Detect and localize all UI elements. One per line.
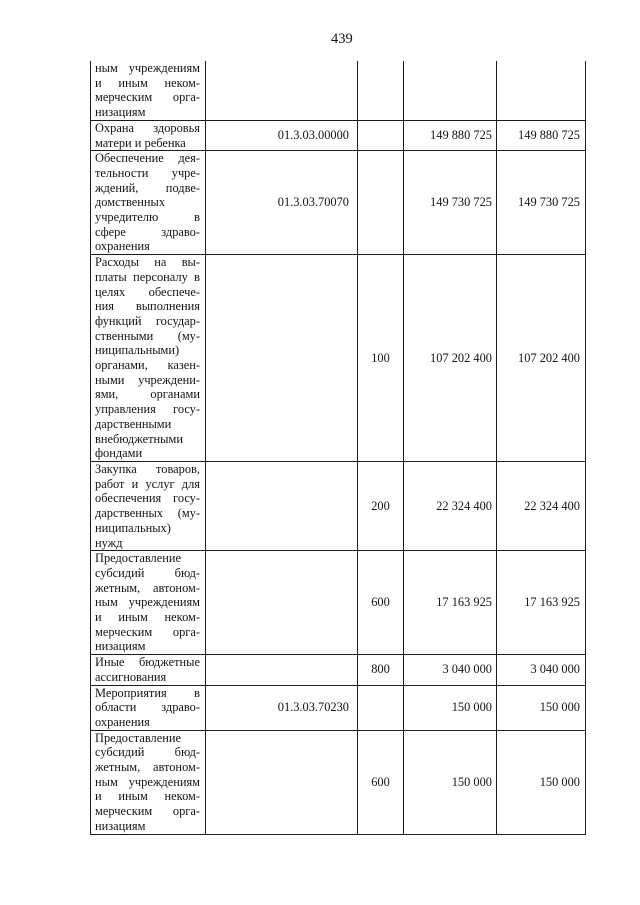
item-name-line: низациям <box>95 105 146 120</box>
table-row <box>91 61 586 120</box>
table-row <box>91 255 586 462</box>
amount-first-column: 17 163 925 <box>404 551 497 655</box>
amount-first-column: 149 880 725 <box>404 120 497 150</box>
classification-code <box>206 655 358 685</box>
item-name-line: охранения <box>95 239 150 254</box>
item-name-line: мерческим орга- <box>95 90 200 105</box>
item-name-cell <box>91 120 206 150</box>
item-name-line: ждений, подве- <box>95 180 200 195</box>
classification-code: 01.3.03.70070 <box>206 151 358 255</box>
item-name-line: жетным, автоном- <box>95 580 200 595</box>
item-name-line: платы персоналу в <box>95 269 200 284</box>
budget-table <box>90 61 586 835</box>
item-name-line: обеспечения госу- <box>95 491 200 506</box>
classification-code: 01.3.03.00000 <box>206 120 358 150</box>
amount-first-column: 22 324 400 <box>404 461 497 550</box>
item-name-line: Иные бюджетные <box>95 655 200 670</box>
amount-first-column <box>404 61 497 120</box>
item-name-line: ным учреждениям <box>95 774 200 789</box>
expense-type-code <box>358 685 404 730</box>
expense-type-code: 200 <box>358 461 404 550</box>
item-name-cell <box>91 730 206 834</box>
amount-second-column <box>497 61 586 120</box>
item-name-line: Расходы на вы- <box>95 255 200 270</box>
classification-code <box>206 730 358 834</box>
item-name-line: домственных <box>95 195 166 210</box>
item-name-line: низациям <box>95 639 146 654</box>
amount-second-column: 149 880 725 <box>497 120 586 150</box>
amount-first-column: 150 000 <box>404 685 497 730</box>
amount-second-column: 22 324 400 <box>497 461 586 550</box>
item-name-line: работ и услуг для <box>95 476 200 491</box>
table-row <box>91 730 586 834</box>
expense-type-code <box>358 61 404 120</box>
item-name-line: матери и ребенка <box>95 135 186 150</box>
item-name-cell <box>91 61 206 120</box>
item-name-line: и иным неком- <box>95 789 200 804</box>
item-name-line: тельности учре- <box>95 165 200 180</box>
item-name-line: ным учреждениям <box>95 61 200 75</box>
item-name-line: Обеспечение дея- <box>95 151 200 166</box>
table-body <box>91 61 586 834</box>
item-name-line: охранения <box>95 714 150 729</box>
item-name-line: учредителю в <box>95 210 200 225</box>
item-name-line: жетным, автоном- <box>95 760 200 775</box>
amount-first-column: 150 000 <box>404 730 497 834</box>
table-row <box>91 685 586 730</box>
amount-second-column: 150 000 <box>497 730 586 834</box>
item-name-line: ными учреждени- <box>95 372 200 387</box>
table-row <box>91 461 586 550</box>
item-name-line: и иным неком- <box>95 610 200 625</box>
expense-type-code: 100 <box>358 255 404 462</box>
expense-type-code: 600 <box>358 551 404 655</box>
item-name-cell <box>91 551 206 655</box>
item-name-line: дарственными <box>95 416 172 431</box>
item-name-line: ния выполнения <box>95 299 200 314</box>
item-name-line: Охрана здоровья <box>95 120 200 135</box>
item-name-line: целях обеспече- <box>95 284 200 299</box>
expense-type-code: 600 <box>358 730 404 834</box>
item-name-line: Закупка товаров, <box>95 461 200 476</box>
amount-second-column: 3 040 000 <box>497 655 586 685</box>
item-name-cell <box>91 461 206 550</box>
item-name-line: сфере здраво- <box>95 224 200 239</box>
table-row <box>91 151 586 255</box>
item-name-line: дарственных (му- <box>95 506 200 521</box>
classification-code <box>206 551 358 655</box>
item-name-cell <box>91 655 206 685</box>
table-row <box>91 120 586 150</box>
amount-second-column: 149 730 725 <box>497 151 586 255</box>
item-name-cell <box>91 685 206 730</box>
amount-second-column: 150 000 <box>497 685 586 730</box>
amount-first-column: 107 202 400 <box>404 255 497 462</box>
amount-first-column: 149 730 725 <box>404 151 497 255</box>
classification-code: 01.3.03.70230 <box>206 685 358 730</box>
item-name-line: функций государ- <box>95 313 200 328</box>
item-name-line: управления госу- <box>95 402 200 417</box>
classification-code <box>206 461 358 550</box>
expense-type-code <box>358 120 404 150</box>
item-name-line: внебюджетными <box>95 431 183 446</box>
item-name-line: субсидий бюд- <box>95 565 200 580</box>
item-name-line: области здраво- <box>95 700 200 715</box>
item-name-line: мерческим орга- <box>95 624 200 639</box>
amount-first-column: 3 040 000 <box>404 655 497 685</box>
item-name-line: Предоставление <box>95 730 181 745</box>
amount-second-column: 17 163 925 <box>497 551 586 655</box>
item-name-line: фондами <box>95 446 143 461</box>
page-number: 439 <box>331 31 353 47</box>
item-name-line: ями, органами <box>95 387 200 402</box>
item-name-cell <box>91 255 206 462</box>
item-name-line: ным учреждениям <box>95 595 200 610</box>
classification-code <box>206 255 358 462</box>
item-name-line: Предоставление <box>95 551 181 566</box>
item-name-line: ственными (му- <box>95 328 200 343</box>
item-name-line: ассигнования <box>95 669 167 684</box>
item-name-line: ниципальными) <box>95 343 180 358</box>
item-name-line: субсидий бюд- <box>95 745 200 760</box>
item-name-cell <box>91 151 206 255</box>
item-name-line: органами, казен- <box>95 358 200 373</box>
expense-type-code: 800 <box>358 655 404 685</box>
classification-code <box>206 61 358 120</box>
item-name-line: ниципальных) <box>95 520 171 535</box>
item-name-line: нужд <box>95 535 123 550</box>
item-name-line: низациям <box>95 818 146 833</box>
item-name-line: и иным неком- <box>95 75 200 90</box>
item-name-line: мерческим орга- <box>95 804 200 819</box>
item-name-line: Мероприятия в <box>95 685 200 700</box>
table-row <box>91 655 586 685</box>
expense-type-code <box>358 151 404 255</box>
table-row <box>91 551 586 655</box>
amount-second-column: 107 202 400 <box>497 255 586 462</box>
